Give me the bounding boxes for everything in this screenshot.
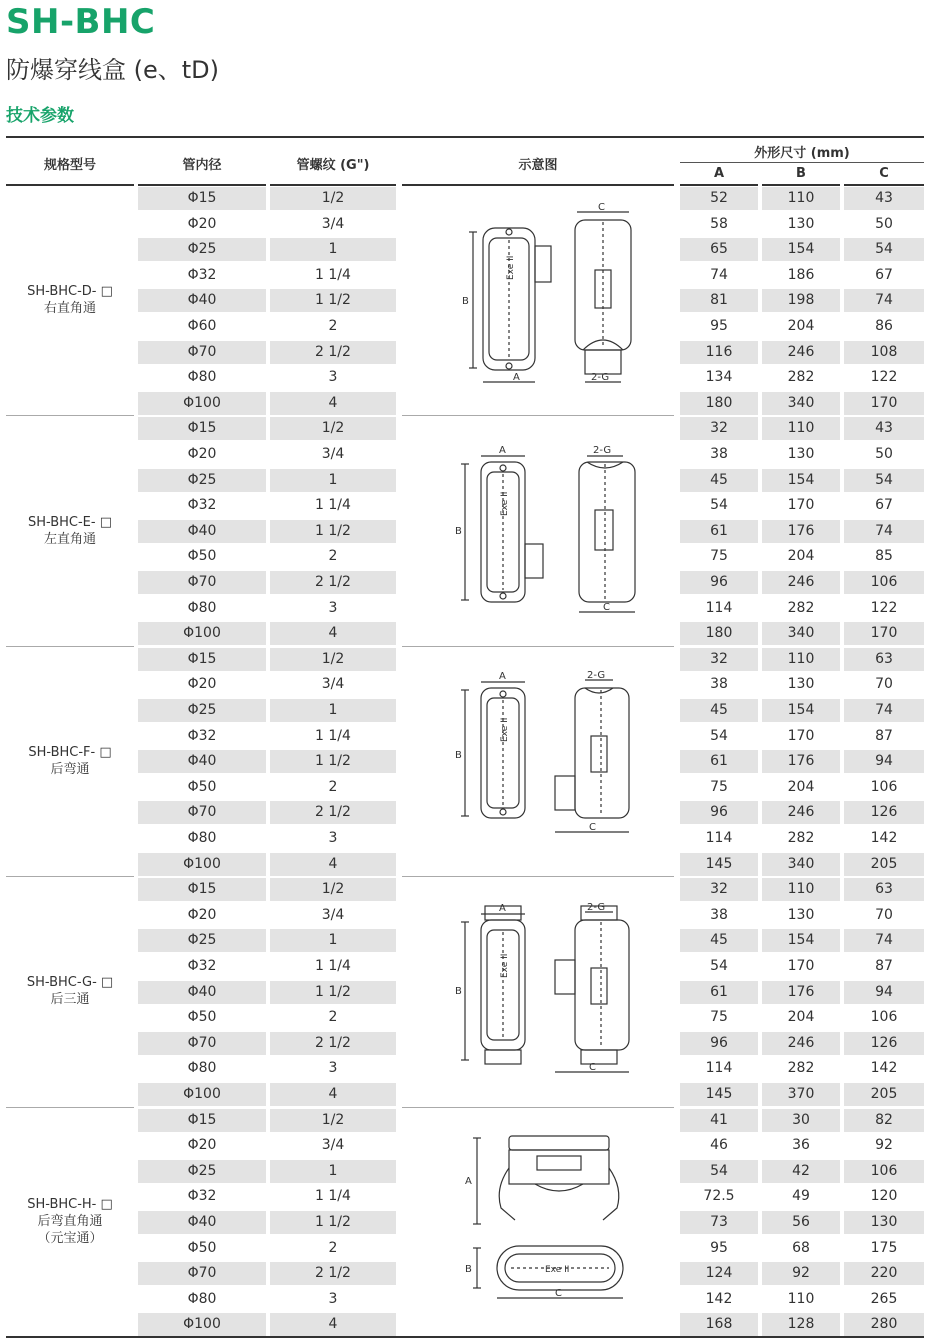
table-top-rule (6, 136, 924, 138)
cell-d: Φ70 (138, 1262, 266, 1285)
cell-b: 154 (762, 469, 840, 492)
header-rule-diagram (402, 184, 674, 186)
cell-g: 3/4 (321, 1137, 345, 1154)
cell-c: 220 (844, 1262, 924, 1285)
cell-a: 45 (680, 469, 758, 492)
cell-c: 170 (844, 392, 924, 415)
cell-g: 3 (328, 599, 338, 616)
header-rule-d (138, 184, 266, 186)
cell-c: 74 (844, 929, 924, 952)
cell-d: Φ100 (138, 392, 266, 415)
cell-a: 38 (710, 676, 728, 693)
cell-b: 170 (787, 497, 815, 514)
cell-a: 142 (705, 1290, 733, 1307)
cell-b: 130 (787, 446, 815, 462)
cell-d: Φ25 (138, 699, 266, 722)
cell-c: 106 (844, 1160, 924, 1183)
cell-b: 340 (762, 622, 840, 645)
diagram-right-angle (455, 200, 655, 400)
cell-d: Φ15 (138, 417, 266, 440)
cell-c: 106 (870, 1009, 898, 1026)
cell-a: 41 (680, 1109, 758, 1132)
cell-g: 3/4 (321, 906, 345, 923)
cell-b: 176 (762, 981, 840, 1004)
cell-a: 32 (680, 417, 758, 440)
diagram-yuanbao-a-label: A (465, 1176, 472, 1187)
cell-d: Φ80 (187, 369, 217, 386)
header-rule-g (270, 184, 396, 186)
model-label (6, 974, 134, 1008)
cell-a: 54 (710, 727, 728, 744)
cell-d: Φ50 (187, 548, 217, 565)
cell-a: 45 (680, 699, 758, 722)
cell-b: 154 (762, 238, 840, 261)
group-separator (6, 646, 134, 647)
diagram-yuanbao-exe-label: Exe II (545, 1265, 570, 1275)
cell-d: Φ15 (138, 187, 266, 210)
cell-g: 1 1/4 (315, 497, 351, 514)
cell-a: 58 (710, 215, 728, 232)
cell-d: Φ40 (138, 981, 266, 1004)
diagram-yuanbao-c-label: C (555, 1288, 562, 1299)
diagram-rear-bend (455, 668, 655, 848)
cell-b: 92 (762, 1262, 840, 1285)
diagram-rear-bend-g-label: 2-G (587, 670, 606, 681)
cell-c: 108 (844, 341, 924, 364)
cell-d: Φ100 (138, 1313, 266, 1336)
diagram-rear-tee-b-label: B (455, 986, 462, 997)
cell-g: 3 (328, 1290, 338, 1307)
col-header-diagram: 示意图 (518, 158, 558, 173)
header-rule-c (844, 184, 924, 186)
cell-g: 1 1/2 (270, 981, 396, 1004)
cell-g: 2 (328, 548, 338, 565)
cell-d: Φ20 (187, 446, 217, 462)
col-header-model: 规格型号 (43, 158, 96, 173)
cell-d: Φ40 (138, 520, 266, 543)
cell-a: 52 (680, 187, 758, 210)
cell-a: 96 (680, 1032, 758, 1055)
cell-b: 204 (787, 318, 815, 334)
cell-a: 95 (710, 318, 728, 334)
diagram-right-angle-b-label: B (462, 296, 469, 307)
cell-a: 116 (680, 341, 758, 364)
cell-a: 168 (680, 1313, 758, 1336)
page-subtitle: 防爆穿线盒 (e、tD) (6, 56, 220, 84)
cell-b: 340 (762, 392, 840, 415)
cell-c: 50 (875, 215, 893, 232)
cell-d: Φ40 (138, 750, 266, 773)
cell-c: 126 (844, 801, 924, 824)
cell-a: 124 (680, 1262, 758, 1285)
cell-b: 282 (787, 1060, 815, 1077)
model-name: 后弯直角通 (37, 1214, 103, 1230)
col-header-thread: 管螺纹 (G") (296, 158, 370, 173)
model-name: 后弯通 (50, 762, 90, 777)
header-rule-a (680, 184, 758, 186)
cell-a: 95 (710, 1239, 728, 1256)
cell-c: 63 (844, 878, 924, 901)
diagram-right-angle-g-label: 2-G (591, 372, 610, 383)
cell-g: 4 (270, 853, 396, 876)
cell-g: 2 1/2 (270, 341, 396, 364)
cell-c: 87 (875, 727, 893, 744)
cell-c: 63 (844, 648, 924, 671)
cell-b: 176 (762, 520, 840, 543)
diagram-rear-tee-g-label: 2-G (587, 902, 606, 913)
cell-a: 180 (680, 622, 758, 645)
cell-d: Φ40 (138, 1211, 266, 1234)
cell-d: Φ60 (187, 318, 217, 334)
cell-c: 175 (870, 1239, 898, 1256)
cell-b: 110 (762, 648, 840, 671)
cell-d: Φ32 (187, 958, 217, 974)
cell-g: 3 (328, 369, 338, 386)
cell-d: Φ100 (138, 1083, 266, 1106)
col-header-dimensions: 外形尺寸 (mm) (754, 146, 850, 161)
group-separator (6, 876, 134, 877)
group-separator (402, 876, 674, 877)
cell-b: 204 (787, 778, 815, 795)
diagram-left-angle-a-label: A (499, 445, 506, 456)
cell-g: 3 (328, 1060, 338, 1077)
cell-a: 32 (680, 648, 758, 671)
cell-a: 145 (680, 853, 758, 876)
cell-b: 246 (762, 1032, 840, 1055)
model-alias: （元宝通） (37, 1231, 103, 1247)
cell-b: 68 (792, 1239, 810, 1256)
cell-g: 1/2 (270, 417, 396, 440)
cell-a: 54 (710, 958, 728, 974)
diagram-rear-tee-a-label: A (499, 903, 506, 914)
cell-g: 1/2 (270, 878, 396, 901)
diagram-yuanbao-b-label: B (465, 1264, 472, 1275)
model-label (6, 283, 134, 317)
cell-d: Φ80 (187, 1290, 217, 1307)
cell-b: 186 (787, 266, 815, 283)
cell-a: 65 (680, 238, 758, 261)
cell-d: Φ15 (138, 648, 266, 671)
cell-d: Φ80 (187, 830, 217, 846)
cell-a: 61 (680, 981, 758, 1004)
group-separator (402, 1107, 674, 1108)
cell-g: 2 1/2 (270, 801, 396, 824)
cell-b: 56 (762, 1211, 840, 1234)
cell-c: 94 (844, 981, 924, 1004)
cell-c: 54 (844, 238, 924, 261)
cell-c: 86 (875, 318, 893, 334)
cell-c: 74 (844, 520, 924, 543)
cell-a: 75 (710, 778, 728, 795)
cell-d: Φ100 (138, 622, 266, 645)
cell-c: 94 (844, 750, 924, 773)
cell-c: 106 (844, 571, 924, 594)
col-header-inner-diameter: 管内径 (182, 158, 222, 173)
diagram-left-angle (455, 440, 655, 630)
cell-b: 36 (792, 1137, 810, 1154)
cell-c: 74 (844, 699, 924, 722)
cell-a: 74 (710, 266, 728, 283)
model-name: 后三通 (50, 992, 90, 1008)
cell-b: 370 (762, 1083, 840, 1106)
cell-b: 130 (787, 676, 815, 693)
diagram-rear-bend-c-label: C (589, 822, 596, 833)
cell-a: 75 (710, 548, 728, 565)
cell-c: 170 (844, 622, 924, 645)
diagram-yuanbao (455, 1128, 655, 1308)
header-rule-b (762, 184, 840, 186)
cell-b: 154 (762, 929, 840, 952)
cell-c: 122 (870, 599, 898, 616)
diagram-left-angle-c-label: C (603, 602, 610, 613)
cell-c: 87 (875, 958, 893, 974)
cell-g: 1 1/2 (270, 1211, 396, 1234)
cell-g: 4 (270, 392, 396, 415)
cell-d: Φ70 (138, 571, 266, 594)
cell-a: 61 (680, 750, 758, 773)
cell-b: 176 (762, 750, 840, 773)
cell-g: 2 (328, 1239, 338, 1256)
cell-g: 1 1/4 (315, 727, 351, 744)
cell-c: 142 (870, 830, 898, 846)
cell-d: Φ32 (187, 266, 217, 283)
model-label (6, 744, 134, 778)
cell-a: 114 (705, 830, 733, 846)
cell-c: 70 (875, 676, 893, 693)
cell-b: 246 (762, 571, 840, 594)
group-separator (402, 415, 674, 416)
cell-a: 72.5 (703, 1188, 735, 1205)
group-separator (6, 415, 134, 416)
cell-g: 3/4 (321, 215, 345, 232)
cell-g: 3/4 (321, 676, 345, 693)
cell-g: 1/2 (270, 187, 396, 210)
cell-d: Φ15 (138, 1109, 266, 1132)
cell-a: 96 (680, 801, 758, 824)
cell-b: 30 (762, 1109, 840, 1132)
cell-b: 130 (787, 215, 815, 232)
cell-d: Φ32 (187, 497, 217, 514)
cell-b: 154 (762, 699, 840, 722)
cell-g: 3 (328, 830, 338, 846)
cell-c: 92 (875, 1137, 893, 1154)
model-code: SH-BHC-D- □ (27, 284, 113, 300)
cell-c: 67 (875, 266, 893, 283)
cell-g: 2 (328, 318, 338, 334)
col-header-c: C (879, 166, 889, 181)
model-code: SH-BHC-H- □ (27, 1197, 113, 1213)
col-header-a: A (713, 166, 725, 181)
cell-c: 205 (844, 853, 924, 876)
cell-b: 170 (787, 727, 815, 744)
cell-b: 110 (762, 417, 840, 440)
cell-c: 205 (844, 1083, 924, 1106)
cell-g: 1 1/2 (270, 750, 396, 773)
cell-g: 3/4 (321, 446, 345, 462)
cell-c: 130 (844, 1211, 924, 1234)
group-separator (402, 646, 674, 647)
cell-d: Φ50 (187, 1009, 217, 1026)
cell-b: 110 (762, 187, 840, 210)
cell-g: 1/2 (270, 648, 396, 671)
cell-c: 74 (844, 289, 924, 312)
diagram-left-angle-b-label: B (455, 526, 462, 537)
cell-d: Φ80 (187, 1060, 217, 1077)
cell-b: 340 (762, 853, 840, 876)
cell-g: 4 (270, 622, 396, 645)
cell-b: 130 (787, 906, 815, 923)
cell-b: 282 (787, 369, 815, 386)
cell-g: 4 (270, 1083, 396, 1106)
cell-a: 45 (680, 929, 758, 952)
cell-d: Φ25 (138, 1160, 266, 1183)
cell-d: Φ32 (187, 1188, 217, 1205)
diagram-left-angle-exe-label: Exe II (500, 491, 510, 516)
diagram-rear-tee-c-label: C (589, 1062, 596, 1073)
cell-a: 61 (680, 520, 758, 543)
cell-d: Φ25 (138, 238, 266, 261)
cell-d: Φ50 (187, 778, 217, 795)
cell-a: 54 (680, 1160, 758, 1183)
model-code: SH-BHC-E- □ (27, 514, 113, 530)
cell-a: 81 (680, 289, 758, 312)
cell-b: 198 (762, 289, 840, 312)
cell-b: 246 (762, 341, 840, 364)
cell-d: Φ80 (187, 599, 217, 616)
cell-d: Φ100 (138, 853, 266, 876)
cell-c: 142 (870, 1060, 898, 1077)
cell-d: Φ40 (138, 289, 266, 312)
page-title: SH-BHC (6, 2, 156, 42)
cell-c: 43 (844, 187, 924, 210)
cell-g: 1 (270, 1160, 396, 1183)
cell-g: 1 1/4 (315, 266, 351, 283)
cell-c: 70 (875, 906, 893, 923)
header-rule-model (6, 184, 134, 186)
model-code: SH-BHC-F- □ (28, 745, 112, 760)
cell-c: 54 (844, 469, 924, 492)
cell-c: 50 (875, 446, 893, 462)
cell-a: 75 (710, 1009, 728, 1026)
diagram-rear-tee (455, 900, 655, 1080)
cell-g: 1 1/2 (270, 289, 396, 312)
cell-c: 85 (875, 548, 893, 565)
cell-d: Φ25 (138, 469, 266, 492)
cell-b: 204 (787, 548, 815, 565)
diagram-left-angle-g-label: 2-G (593, 445, 612, 456)
cell-a: 46 (710, 1137, 728, 1154)
cell-c: 67 (875, 497, 893, 514)
model-name: 左直角通 (43, 531, 96, 547)
cell-c: 120 (870, 1188, 898, 1205)
cell-a: 38 (710, 906, 728, 923)
cell-d: Φ20 (187, 906, 217, 923)
table-bottom-rule (6, 1336, 924, 1338)
cell-d: Φ20 (187, 676, 217, 693)
model-label (6, 1196, 134, 1247)
diagram-rear-bend-exe-label: Exe II (500, 717, 510, 742)
cell-a: 38 (710, 446, 728, 462)
dimensions-subrule (680, 162, 924, 163)
cell-d: Φ20 (187, 1137, 217, 1154)
cell-g: 1 (270, 929, 396, 952)
cell-d: Φ32 (187, 727, 217, 744)
col-header-b: B (796, 166, 806, 181)
cell-a: 96 (680, 571, 758, 594)
cell-g: 2 (328, 778, 338, 795)
cell-d: Φ15 (138, 878, 266, 901)
model-name: 右直角通 (43, 301, 96, 317)
cell-g: 1 (270, 699, 396, 722)
cell-g: 1/2 (270, 1109, 396, 1132)
diagram-rear-bend-b-label: B (455, 750, 462, 761)
diagram-rear-tee-exe-label: Exe II (500, 953, 510, 978)
cell-c: 82 (844, 1109, 924, 1132)
cell-b: 42 (762, 1160, 840, 1183)
cell-c: 265 (870, 1290, 898, 1307)
cell-d: Φ70 (138, 801, 266, 824)
cell-b: 110 (787, 1290, 815, 1307)
cell-c: 106 (870, 778, 898, 795)
cell-a: 73 (680, 1211, 758, 1234)
cell-b: 246 (762, 801, 840, 824)
cell-g: 4 (270, 1313, 396, 1336)
diagram-rear-bend-a-label: A (499, 671, 506, 682)
cell-c: 126 (844, 1032, 924, 1055)
cell-b: 282 (787, 830, 815, 846)
cell-g: 2 (328, 1009, 338, 1026)
diagram-right-angle-exe-label: Exe II (506, 255, 516, 280)
cell-g: 2 1/2 (270, 571, 396, 594)
cell-g: 2 1/2 (270, 1262, 396, 1285)
cell-b: 128 (762, 1313, 840, 1336)
cell-b: 170 (787, 958, 815, 974)
cell-c: 122 (870, 369, 898, 386)
cell-g: 2 1/2 (270, 1032, 396, 1055)
cell-g: 1 1/2 (270, 520, 396, 543)
diagram-right-angle-c-label: C (598, 202, 605, 213)
model-code: SH-BHC-G- □ (26, 975, 114, 991)
cell-g: 1 (270, 238, 396, 261)
diagram-right-angle-a-label: A (513, 372, 520, 383)
cell-b: 110 (762, 878, 840, 901)
cell-g: 1 1/4 (315, 958, 351, 974)
cell-b: 49 (792, 1188, 810, 1205)
cell-g: 1 1/4 (315, 1188, 351, 1205)
cell-g: 1 (270, 469, 396, 492)
cell-d: Φ25 (138, 929, 266, 952)
cell-a: 32 (680, 878, 758, 901)
cell-b: 282 (787, 599, 815, 616)
cell-d: Φ50 (187, 1239, 217, 1256)
cell-a: 54 (710, 497, 728, 514)
cell-a: 134 (705, 369, 733, 386)
cell-b: 204 (787, 1009, 815, 1026)
cell-d: Φ70 (138, 341, 266, 364)
group-separator (6, 1107, 134, 1108)
cell-d: Φ20 (187, 215, 217, 232)
model-label (6, 514, 134, 548)
cell-c: 43 (844, 417, 924, 440)
section-title: 技术参数 (6, 106, 74, 126)
cell-d: Φ70 (138, 1032, 266, 1055)
cell-a: 114 (705, 1060, 733, 1077)
cell-a: 114 (705, 599, 733, 616)
cell-a: 145 (680, 1083, 758, 1106)
cell-a: 180 (680, 392, 758, 415)
cell-c: 280 (844, 1313, 924, 1336)
